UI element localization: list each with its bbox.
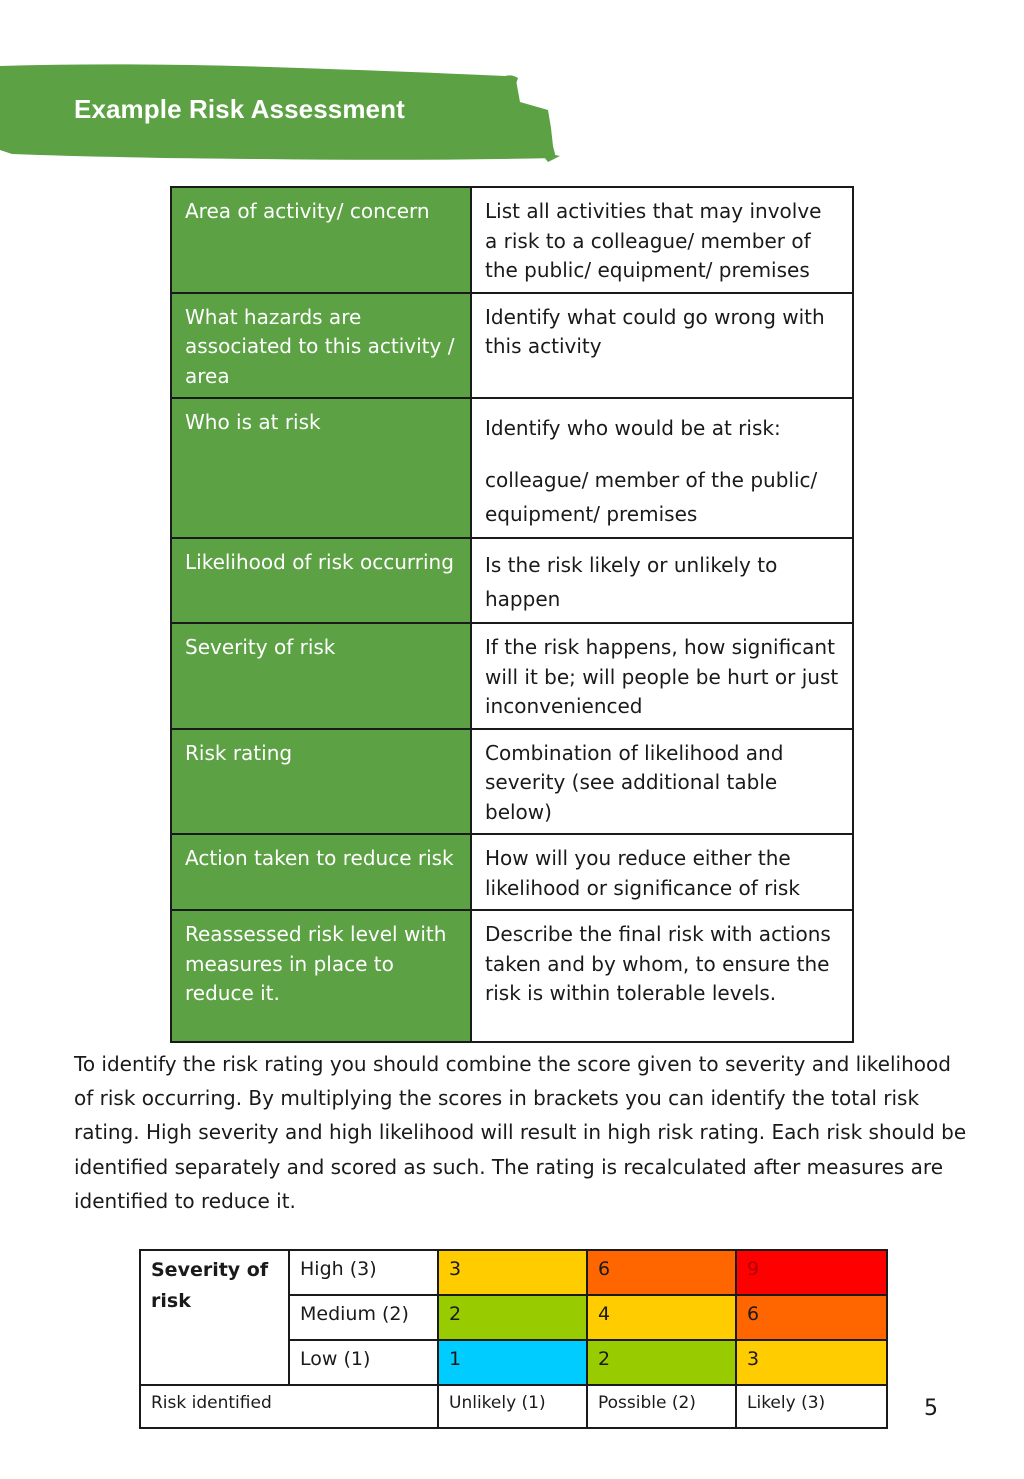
severity-level: Medium (2) xyxy=(289,1295,438,1340)
matrix-row-likelihood xyxy=(140,1385,887,1428)
severity-level: Low (1) xyxy=(289,1340,438,1385)
table-row xyxy=(171,910,853,1042)
row-label: Risk rating xyxy=(171,729,471,835)
description-text: colleague/ member of the public/ equipment/ premises xyxy=(485,468,818,526)
row-description xyxy=(471,293,853,399)
rating-cell: 9 xyxy=(736,1250,887,1295)
row-label: Reassessed risk level with measures in place to reduce it. xyxy=(171,910,471,1042)
rating-cell: 1 xyxy=(438,1340,587,1385)
table-row xyxy=(171,398,853,538)
description-text: List all activities that may involve a risk to a colleague/ member of the public/ equipment/ premises xyxy=(485,199,822,282)
description-text: How will you reduce either the likelihood or significance of risk xyxy=(485,846,800,900)
likelihood-label: Unlikely (1) xyxy=(438,1385,587,1428)
severity-header: Severity of risk xyxy=(140,1250,289,1385)
likelihood-label: Likely (3) xyxy=(736,1385,887,1428)
row-label: Likelihood of risk occurring xyxy=(171,538,471,623)
rating-cell: 2 xyxy=(587,1340,736,1385)
table-row xyxy=(171,293,853,399)
description-text: Describe the final risk with actions taken and by whom, to ensure the risk is within tolerable levels. xyxy=(485,922,831,1005)
row-label: What hazards are associated to this activity / area xyxy=(171,293,471,399)
table-row xyxy=(171,187,853,293)
page-title: Example Risk Assessment xyxy=(74,94,405,124)
risk-identified-label: Risk identified xyxy=(140,1385,438,1428)
matrix-row-high xyxy=(140,1250,887,1295)
row-label: Action taken to reduce risk xyxy=(171,834,471,910)
description-text: Is the risk likely or unlikely to happen xyxy=(485,553,778,611)
explanation-paragraph: To identify the risk rating you should combine the score given to severity and likelihood of risk occurring. By multiplying the scores in brackets you can identify the total risk rating. High severity and high likelihood will result in high risk rating. Each risk should be identified separately and scored as such. The rating is recalculated after measures are identified to reduce it. xyxy=(74,1052,967,1213)
rating-cell: 3 xyxy=(736,1340,887,1385)
row-description xyxy=(471,187,853,293)
rating-cell: 4 xyxy=(587,1295,736,1340)
row-description xyxy=(471,623,853,729)
description-text: Identify what could go wrong with this activity xyxy=(485,304,825,358)
severity-level: High (3) xyxy=(289,1250,438,1295)
row-description xyxy=(471,910,853,1042)
rating-cell: 3 xyxy=(438,1250,587,1295)
description-text: Combination of likelihood and severity (see additional table below) xyxy=(485,740,784,824)
row-label: Area of activity/ concern xyxy=(171,187,471,293)
rating-cell: 2 xyxy=(438,1295,587,1340)
table-row xyxy=(171,729,853,835)
row-description xyxy=(471,834,853,910)
description-text: Identify who would be at risk: xyxy=(485,416,781,440)
page-number: 5 xyxy=(924,1396,938,1421)
risk-rating-matrix xyxy=(139,1249,888,1429)
risk-assessment-table xyxy=(170,186,854,1043)
table-row xyxy=(171,623,853,729)
row-description xyxy=(471,538,853,623)
table-row xyxy=(171,834,853,910)
likelihood-label: Possible (2) xyxy=(587,1385,736,1428)
description-text: If the risk happens, how significant will it be; will people be hurt or just inconvenienced xyxy=(485,635,839,718)
rating-cell: 6 xyxy=(587,1250,736,1295)
row-label: Who is at risk xyxy=(171,398,471,538)
row-description xyxy=(471,729,853,835)
row-label: Severity of risk xyxy=(171,623,471,729)
table-row xyxy=(171,538,853,623)
rating-cell: 6 xyxy=(736,1295,887,1340)
row-description xyxy=(471,398,853,538)
